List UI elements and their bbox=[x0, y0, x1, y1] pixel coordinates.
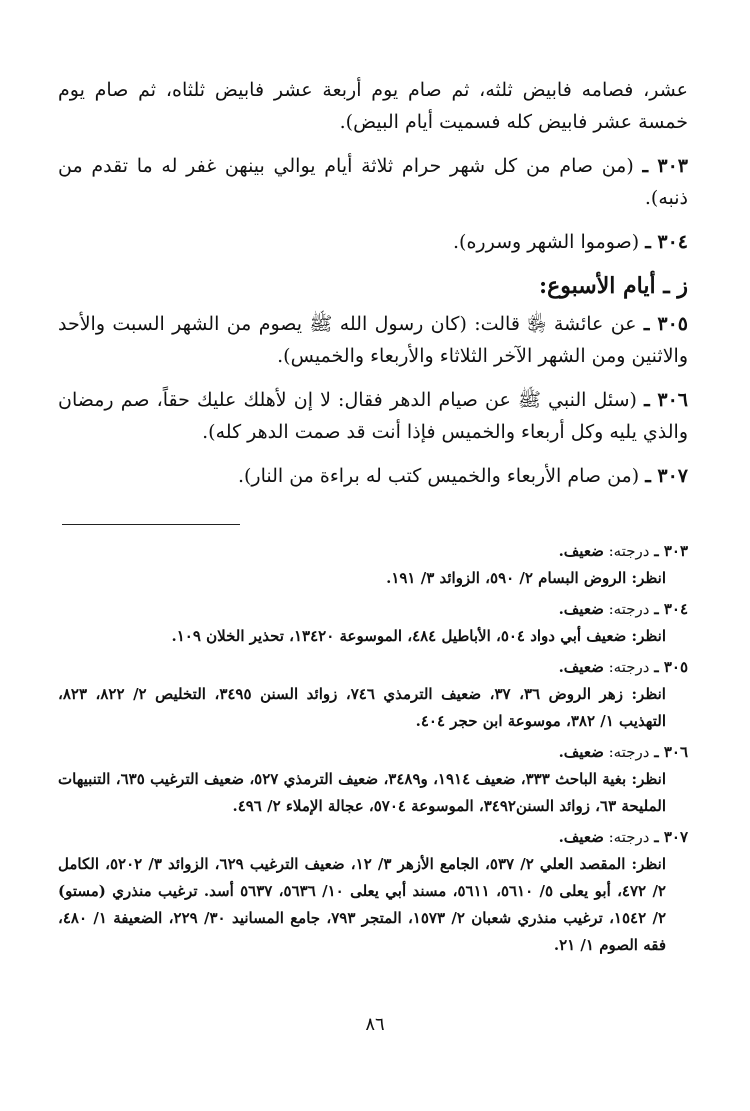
refs-label: انظر: bbox=[631, 685, 666, 703]
refs-text: زهر الروض ٣٦، ٣٧، ضعيف الترمذي ٧٤٦، زوائد السنن ٣٤٩٥، التخليص ٢/ ٨٢٢، ٨٢٣، التهذيب ١/ ٣٨٢، موسوعة ابن حجر ٤٠٤. bbox=[58, 685, 666, 730]
grade-value: ضعيف. bbox=[558, 658, 604, 676]
refs-label: انظر: bbox=[631, 627, 666, 645]
hadith-number: ٣٠٣ ـ bbox=[642, 155, 689, 177]
footnote-grade-line bbox=[58, 739, 688, 766]
paragraph-continuation bbox=[58, 74, 688, 138]
grade-value: ضعيف. bbox=[558, 542, 604, 560]
footnote-304 bbox=[58, 596, 688, 650]
footnote-grade-line bbox=[58, 824, 688, 851]
refs-label: انظر: bbox=[631, 855, 667, 873]
hadith-text: (سئل النبي ﷺ عن صيام الدهر فقال: لا إن لأهلك عليك حقاً، صم رمضان والذي يليه وكل أربعاء والخميس فإذا أنت قد صمت الدهر كله). bbox=[58, 389, 688, 443]
footnote-305 bbox=[58, 654, 688, 735]
footnote-307 bbox=[58, 824, 688, 959]
grade-value: ضعيف. bbox=[558, 600, 604, 618]
refs-text: ضعيف أبي دواد ٥٠٤، الأباطيل ٤٨٤، الموسوعة ١٣٤٢٠، تحذير الخلان ١٠٩. bbox=[171, 627, 627, 645]
footnote-refs bbox=[58, 681, 666, 735]
footnote-refs bbox=[58, 766, 666, 820]
refs-text: بغية الباحث ٣٣٣، ضعيف ١٩١٤، و٣٤٨٩، ضعيف الترمذي ٥٢٧، ضعيف الترغيب ٦٣٥، التنبيهات المليحة ٦٣، زوائد السنن٣٤٩٢، الموسوعة ٥٧٠٤، عجالة الإملاء ٢/ ٤٩٦. bbox=[58, 770, 666, 815]
hadith-text: عن عائشة ﵂ قالت: (كان رسول الله ﷺ يصوم من الشهر السبت والأحد والاثنين ومن الشهر الآخر الثلاثاء والأربعاء والخميس). bbox=[58, 313, 688, 367]
footnote-number: ٣٠٥ ـ bbox=[654, 658, 688, 676]
hadith-307 bbox=[58, 460, 688, 492]
hadith-number: ٣٠٥ ـ bbox=[643, 313, 689, 335]
footnotes bbox=[58, 538, 688, 963]
footnote-divider bbox=[62, 524, 240, 525]
hadith-text: (صوموا الشهر وسرره). bbox=[453, 231, 640, 253]
section-heading: ز ـ أيام الأسبوع: bbox=[539, 273, 688, 299]
hadith-number: ٣٠٧ ـ bbox=[645, 465, 688, 487]
grade-label: درجته: bbox=[608, 828, 650, 846]
footnote-number: ٣٠٣ ـ bbox=[654, 542, 688, 560]
hadith-303 bbox=[58, 150, 688, 214]
grade-label: درجته: bbox=[608, 600, 650, 618]
paragraph-text: عشر، فصامه فابيض ثلثه، ثم صام يوم أربعة عشر فابيض ثلثاه، ثم صام يوم خمسة عشر فابيض كله فسميت أيام البيض). bbox=[58, 79, 688, 133]
footnote-grade-line bbox=[58, 654, 688, 681]
hadith-304 bbox=[58, 226, 688, 258]
hadith-305 bbox=[58, 308, 688, 372]
footnote-grade-line bbox=[58, 596, 688, 623]
hadith-number: ٣٠٤ ـ bbox=[645, 231, 688, 253]
grade-label: درجته: bbox=[608, 743, 650, 761]
grade-value: ضعيف. bbox=[558, 743, 604, 761]
hadith-text: (من صام الأربعاء والخميس كتب له براءة من النار). bbox=[237, 465, 640, 487]
footnote-refs bbox=[58, 851, 666, 959]
footnote-number: ٣٠٧ ـ bbox=[654, 828, 688, 846]
refs-label: انظر: bbox=[631, 569, 666, 587]
footnote-303 bbox=[58, 538, 688, 592]
footnote-number: ٣٠٤ ـ bbox=[654, 600, 688, 618]
refs-text: المقصد العلي ٢/ ٥٣٧، الجامع الأزهر ٣/ ١٢، ضعيف الترغيب ٦٢٩، الزوائد ٣/ ٥٢٠٢، الكامل ٢/ ٤٧٢، أبو يعلى ٥/ ٥٦١٠، ٥٦١١، مسند أبي يعلى ١٠/ ٥٦٣٦، ٥٦٣٧ أسد. ترغيب منذري (مستو) ٢/ ١٥٤٢، ترغيب منذري شعبان ٢/ ١٥٧٣، المتجر ٧٩٣، جامع المسانيد ٣٠/ ٢٢٩، الضعيفة ١/ ٤٨٠، فقه الصوم ١/ ٢١. bbox=[58, 855, 667, 954]
footnote-number: ٣٠٦ ـ bbox=[654, 743, 688, 761]
refs-label: انظر: bbox=[631, 770, 666, 788]
hadith-text: (من صام من كل شهر حرام ثلاثة أيام يوالي بينهن غفر له ما تقدم من ذنبه). bbox=[58, 155, 688, 209]
hadith-306 bbox=[58, 384, 688, 448]
grade-label: درجته: bbox=[608, 542, 650, 560]
main-text bbox=[58, 74, 688, 504]
footnote-306 bbox=[58, 739, 688, 820]
footnote-grade-line bbox=[58, 538, 688, 565]
footnote-refs bbox=[58, 623, 666, 650]
grade-value: ضعيف. bbox=[558, 828, 604, 846]
footnote-refs bbox=[58, 565, 666, 592]
refs-text: الروض البسام ٢/ ٥٩٠، الزوائد ٣/ ١٩١. bbox=[386, 569, 627, 587]
page-number: ٨٦ bbox=[365, 1014, 385, 1035]
hadith-number: ٣٠٦ ـ bbox=[644, 389, 688, 411]
grade-label: درجته: bbox=[608, 658, 650, 676]
